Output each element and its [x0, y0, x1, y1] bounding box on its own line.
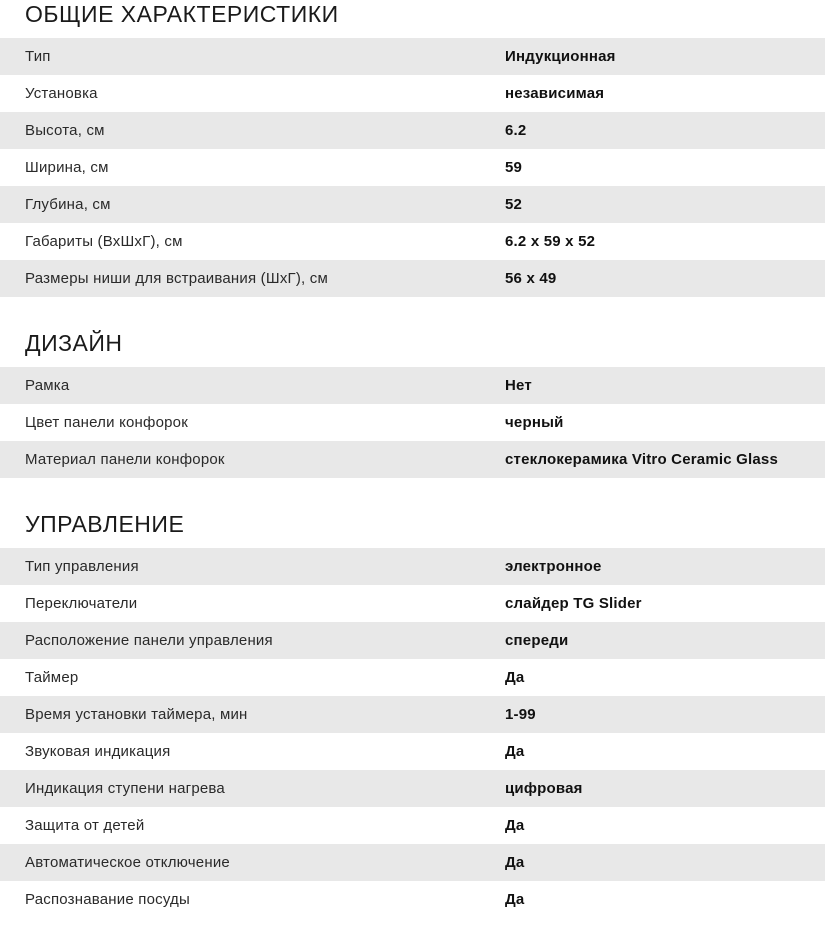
spec-section: [0, 511, 825, 918]
spec-label: Распознавание посуды: [25, 891, 190, 908]
specifications-table: [0, 1, 825, 918]
spec-label: Габариты (ВхШхГ), см: [25, 233, 183, 250]
spec-value: спереди: [505, 632, 569, 649]
spec-label: Тип: [25, 48, 51, 65]
spec-row: [0, 659, 825, 696]
spec-row: [0, 260, 825, 297]
spec-label: Установка: [25, 85, 98, 102]
spec-value: 1-99: [505, 706, 536, 723]
spec-value: Да: [505, 891, 525, 908]
spec-value: 56 x 49: [505, 270, 557, 287]
spec-label: Рамка: [25, 377, 70, 394]
spec-value: Индукционная: [505, 48, 616, 65]
section-title: ОБЩИЕ ХАРАКТЕРИСТИКИ: [25, 1, 339, 27]
spec-row: [0, 696, 825, 733]
spec-row: [0, 441, 825, 478]
spec-value: Да: [505, 854, 525, 871]
spec-value: цифровая: [505, 780, 583, 797]
spec-value: слайдер TG Slider: [505, 595, 642, 612]
spec-label: Индикация ступени нагрева: [25, 780, 225, 797]
spec-section: [0, 1, 825, 297]
spec-row: [0, 367, 825, 404]
spec-section: [0, 330, 825, 478]
spec-value: Да: [505, 743, 525, 760]
spec-label: Переключатели: [25, 595, 138, 612]
spec-value: 52: [505, 196, 523, 213]
spec-row: [0, 404, 825, 441]
spec-label: Защита от детей: [25, 817, 145, 834]
spec-row: [0, 548, 825, 585]
spec-label: Звуковая индикация: [25, 743, 171, 760]
spec-row: [0, 223, 825, 260]
spec-row: [0, 75, 825, 112]
spec-label: Таймер: [25, 669, 79, 686]
spec-label: Ширина, см: [25, 159, 109, 176]
spec-label: Глубина, см: [25, 196, 111, 213]
spec-label: Цвет панели конфорок: [25, 414, 188, 431]
spec-value: 59: [505, 159, 523, 176]
spec-label: Тип управления: [25, 558, 139, 575]
spec-label: Время установки таймера, мин: [25, 706, 248, 723]
spec-row: [0, 733, 825, 770]
spec-label: Автоматическое отключение: [25, 854, 230, 871]
spec-row: [0, 881, 825, 918]
spec-value: электронное: [505, 558, 602, 575]
spec-row: [0, 186, 825, 223]
spec-label: Расположение панели управления: [25, 632, 273, 649]
spec-label: Размеры ниши для встраивания (ШхГ), см: [25, 270, 328, 287]
spec-value: независимая: [505, 85, 605, 102]
spec-value: Да: [505, 669, 525, 686]
spec-value: Да: [505, 817, 525, 834]
spec-value: Нет: [505, 377, 532, 394]
section-title: ДИЗАЙН: [25, 330, 123, 356]
spec-row: [0, 622, 825, 659]
spec-row: [0, 38, 825, 75]
spec-label: Материал панели конфорок: [25, 451, 225, 468]
spec-value: черный: [505, 414, 564, 431]
spec-value: стеклокерамика Vitro Ceramic Glass: [505, 451, 778, 468]
spec-row: [0, 112, 825, 149]
spec-row: [0, 844, 825, 881]
spec-row: [0, 149, 825, 186]
spec-value: 6.2 x 59 x 52: [505, 233, 596, 250]
spec-row: [0, 585, 825, 622]
spec-label: Высота, см: [25, 122, 105, 139]
spec-row: [0, 770, 825, 807]
section-title: УПРАВЛЕНИЕ: [25, 511, 185, 537]
spec-row: [0, 807, 825, 844]
spec-value: 6.2: [505, 122, 527, 139]
